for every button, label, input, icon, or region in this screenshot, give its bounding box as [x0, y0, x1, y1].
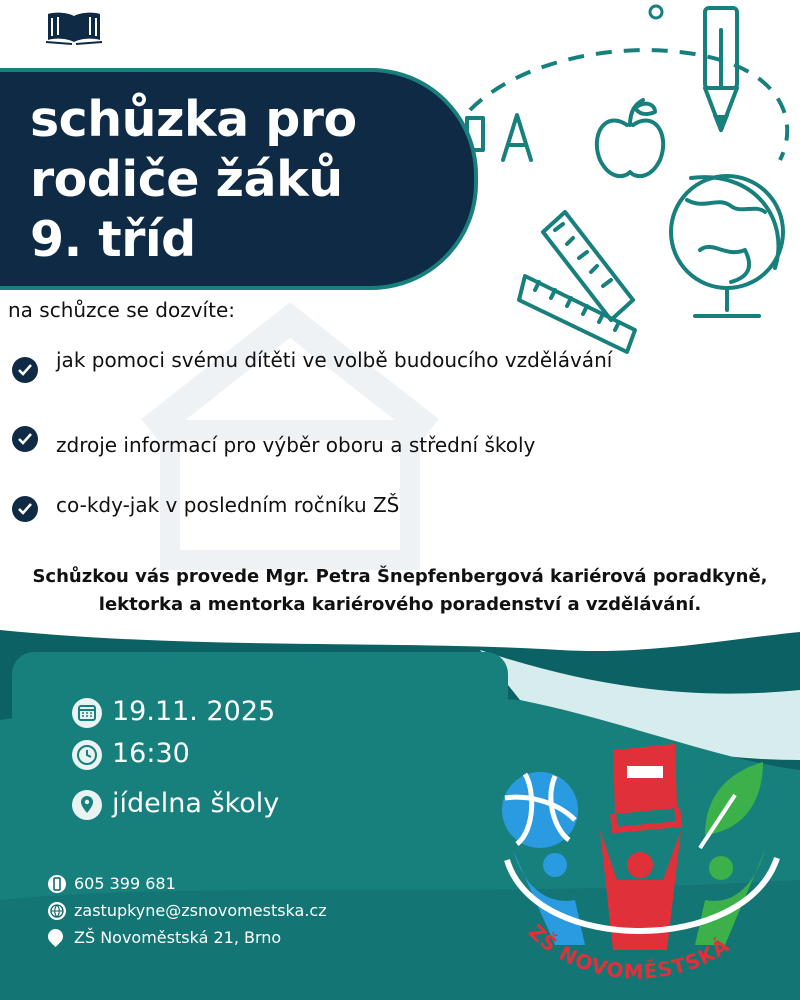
phone-icon	[48, 875, 66, 893]
check-icon	[12, 357, 38, 383]
book-icon	[613, 744, 679, 830]
event-details-box	[12, 652, 508, 868]
title-line-2: rodiče žáků	[30, 151, 343, 208]
web-icon	[48, 902, 66, 920]
list-item-text: zdroje informací pro výběr oboru a střední školy	[56, 433, 536, 457]
apple-icon	[597, 100, 663, 176]
event-date-text: 19.11. 2025	[112, 696, 276, 727]
presenter-info: Schůzkou vás provede Mgr. Petra Šnepfenbergová kariérová poradkyně, lektorka a mentorka kariérového poradenství a vzdělávání.	[32, 566, 768, 615]
page-title	[30, 90, 450, 270]
check-icon	[12, 426, 38, 452]
pencil-icon	[705, 8, 737, 130]
event-time-text: 16:30	[112, 738, 190, 769]
globe-icon	[671, 176, 783, 316]
basketball-icon	[502, 772, 578, 848]
school-supplies-illustration	[455, 0, 800, 360]
book-icon	[44, 10, 104, 46]
list-item-text: co-kdy-jak v posledním ročníku ZŠ	[56, 493, 400, 517]
list-item-text: jak pomoci svému dítěti ve volbě budoucího vzdělávání	[56, 348, 613, 372]
check-icon	[12, 496, 38, 522]
clock-icon	[72, 740, 102, 770]
title-line-1: schůzka pro	[30, 91, 357, 148]
ruler-icon	[543, 212, 633, 320]
contact-address-text: ZŠ Novoměstská 21, Brno	[74, 928, 282, 947]
title-line-3: 9. tříd	[30, 211, 196, 268]
logo-text: ZŠ NOVOMĚSTSKÁ	[524, 919, 734, 984]
contact-email-text[interactable]: zastupkyne@zsnovomestska.cz	[74, 901, 327, 920]
intro-text: na schůzce se dozvíte:	[8, 298, 236, 322]
calendar-icon	[72, 698, 102, 728]
contact-phone-text[interactable]: 605 399 681	[74, 874, 176, 893]
school-logo	[495, 740, 795, 990]
event-place-text: jídelna školy	[112, 788, 280, 819]
location-pin-icon	[72, 790, 102, 820]
leaf-icon	[700, 762, 763, 848]
